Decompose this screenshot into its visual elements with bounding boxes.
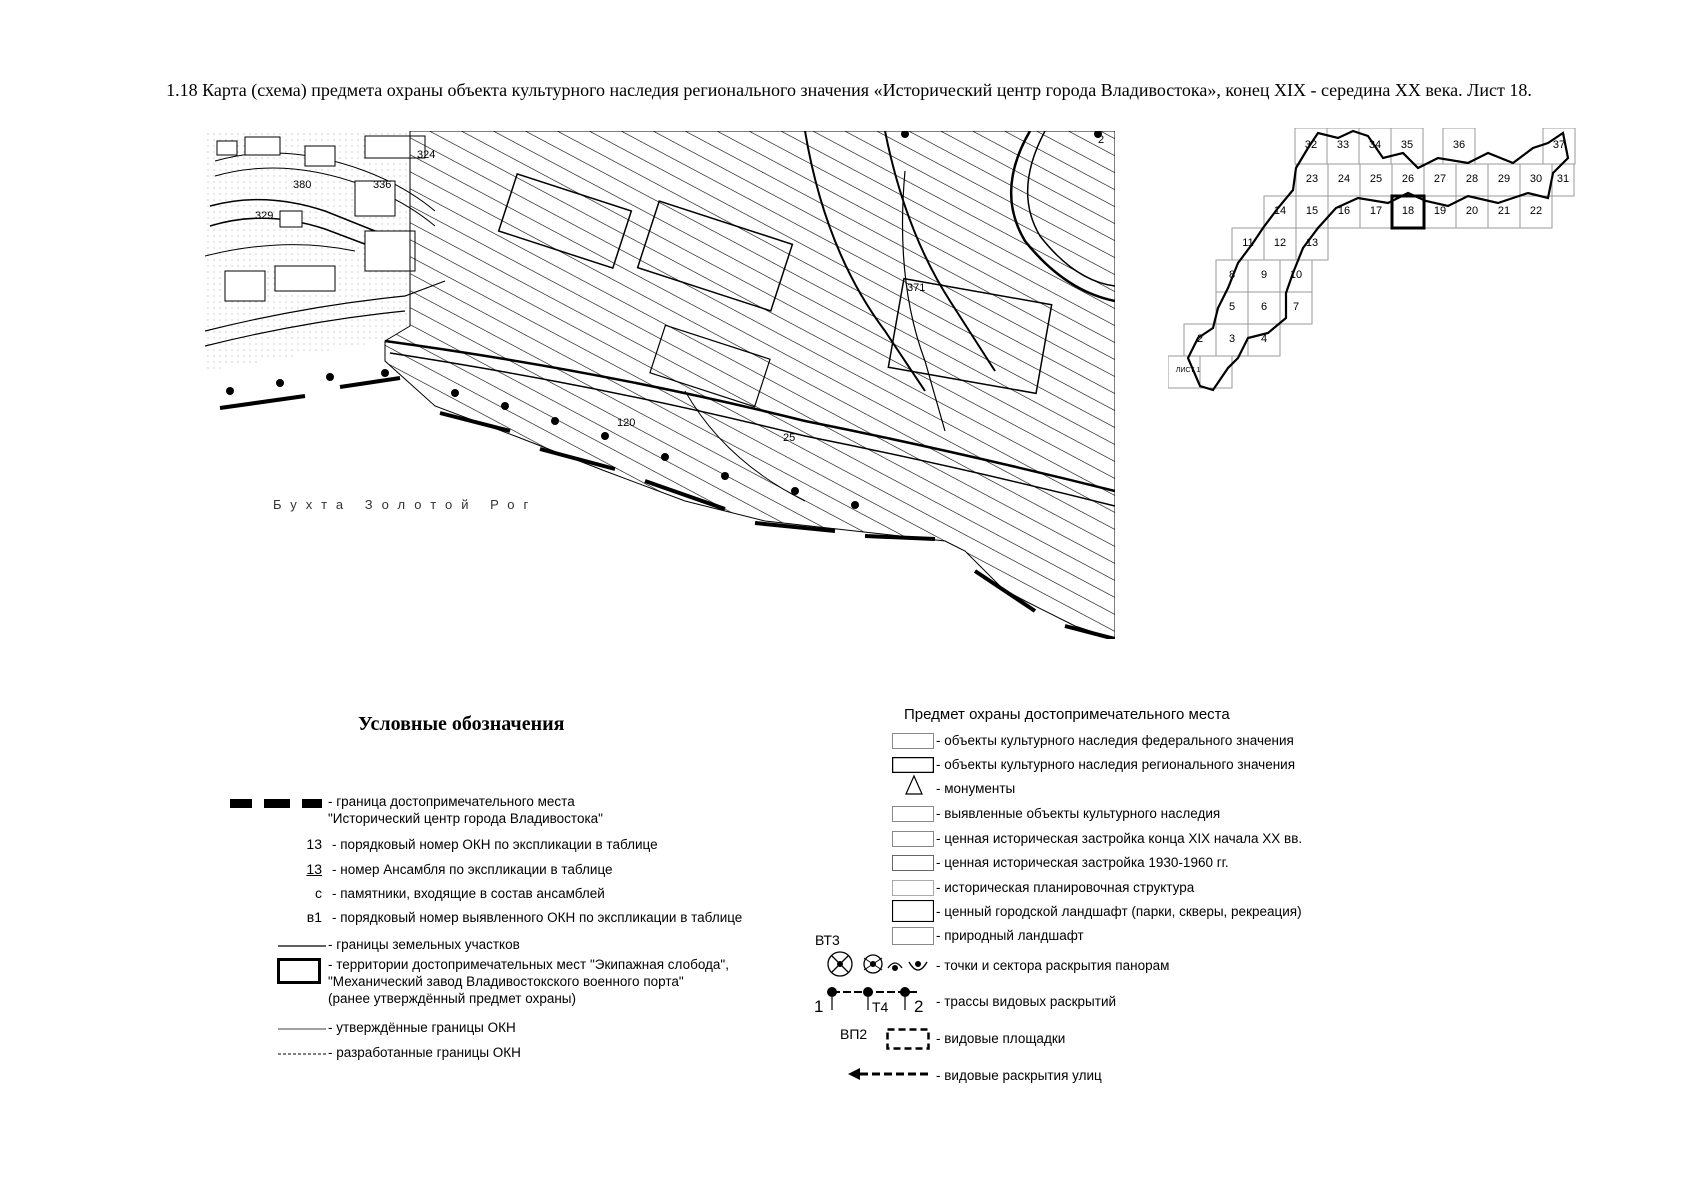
sheet-number: ЛИСТ 1: [1175, 367, 1201, 374]
regional-okn-swatch: [892, 757, 934, 773]
sheet-number: 5: [1228, 301, 1236, 313]
legend-urban-landscape: - ценный городской ландшафт (парки, скверы, рекреация): [936, 904, 1302, 919]
sheet-number: 8: [1228, 269, 1236, 281]
sheet-number: 34: [1368, 139, 1382, 151]
sheet-number: 15: [1305, 205, 1319, 217]
legend-code: в1: [306, 909, 322, 925]
legend-identified-okn: - выявленные объекты культурного наследия: [936, 806, 1221, 821]
legend-territories: - территории достопримечательных мест "Экипажная слобода", "Механический завод Владивостокского военного порта" (ранее утверждённый предмет охраны): [328, 957, 729, 1006]
vp-label: ВП2: [840, 1026, 868, 1042]
legend-code: 13: [306, 836, 322, 852]
sheet-number: 10: [1289, 269, 1303, 281]
legend-monuments: - монументы: [936, 781, 1016, 796]
sheet-number: 37: [1552, 139, 1566, 151]
sheet-number: 31: [1556, 173, 1570, 185]
corridor-mid-label: Т4: [872, 999, 889, 1015]
legend-code: с: [315, 885, 322, 901]
legend-federal-okn: - объекты культурного наследия федерального значения: [936, 733, 1294, 748]
parcel-line-symbol: [278, 944, 326, 948]
sheet-number: 26: [1401, 173, 1415, 185]
urban-landscape-swatch: [892, 900, 934, 922]
identified-okn-swatch: [892, 806, 934, 822]
sheet-number: 12: [1273, 237, 1287, 249]
sheet-number: 29: [1497, 173, 1511, 185]
planning-structure-swatch: [892, 880, 934, 896]
sheet-number: 17: [1369, 205, 1383, 217]
legend-street-views: - видовые раскрытия улиц: [936, 1068, 1102, 1083]
approved-border-symbol: [278, 1027, 326, 1031]
legend-historic-xix: - ценная историческая застройка конца XIX начала XX вв.: [936, 831, 1303, 846]
sheet-number: 13: [1305, 237, 1319, 249]
sheet-number: 9: [1260, 269, 1268, 281]
sheet-number: 28: [1465, 173, 1479, 185]
sheet-number: 11: [1242, 237, 1254, 249]
viewing-platform-icon: [886, 1028, 930, 1050]
sheet-number: 16: [1337, 205, 1351, 217]
sheet-number: 4: [1260, 333, 1268, 345]
legend-approved-borders: - утверждённые границы ОКН: [328, 1020, 516, 1035]
legend-identified-okn-number: - порядковый номер выявленного ОКН по экспликации в таблице: [332, 910, 743, 925]
boundary-symbol: [230, 797, 325, 809]
legend-planning-structure: - историческая планировочная структура: [936, 880, 1195, 895]
parcel-label: 25: [783, 432, 796, 444]
territory-frame-symbol: [277, 958, 321, 984]
sheet-number: 32: [1304, 139, 1318, 151]
developed-border-symbol: [278, 1052, 326, 1056]
hatched-territory: [385, 131, 1115, 639]
legend-title: Условные обозначения: [358, 713, 565, 735]
legend-ensemble-number: - номер Ансамбля по экспликации в таблице: [332, 862, 613, 877]
legend-developed-borders: - разработанные границы ОКН: [328, 1045, 521, 1060]
historic-1930-swatch: [892, 855, 934, 871]
natural-landscape-swatch: [892, 927, 934, 945]
sheet-number: 23: [1305, 173, 1319, 185]
historic-xix-swatch: [892, 831, 934, 847]
bt-label: ВТ3: [815, 932, 840, 948]
legend-historic-1930: - ценная историческая застройка 1930-1960 гг.: [936, 855, 1229, 870]
federal-okn-swatch: [892, 733, 934, 749]
legend-panorama-points: - точки и сектора раскрытия панорам: [936, 958, 1170, 973]
sheet-number: 21: [1497, 205, 1511, 217]
corridor-start-label: 1: [814, 997, 824, 1016]
panorama-point-icon: [823, 948, 933, 980]
legend-boundary: - граница достопримечательного места "Исторический центр города Владивостока": [328, 794, 603, 826]
sheet-number: 20: [1465, 205, 1479, 217]
legend-okn-number: - порядковый номер ОКН по экспликации в таблице: [332, 837, 658, 852]
index-map[interactable]: [1168, 128, 1578, 408]
parcel-label: 324: [417, 149, 436, 161]
legend-viewing-platforms: - видовые площадки: [936, 1031, 1066, 1046]
legend-view-corridors: - трассы видовых раскрытий: [936, 994, 1117, 1009]
sheet-number: 30: [1529, 173, 1543, 185]
legend-ensemble-monuments: - памятники, входящие в состав ансамблей: [332, 886, 605, 901]
sheet-number: 6: [1260, 301, 1268, 313]
legend-code: 13: [306, 861, 322, 877]
sheet-number: 7: [1292, 301, 1300, 313]
parcel-label: 336: [373, 179, 392, 191]
sheet-number: 3: [1228, 333, 1236, 345]
sheet-number: 36: [1452, 139, 1466, 151]
sheet-number: 35: [1400, 139, 1414, 151]
legend-natural-landscape: - природный ландшафт: [936, 928, 1084, 943]
sheet-number: 27: [1433, 173, 1447, 185]
bay-label: Бухта Золотой Рог: [273, 497, 538, 512]
street-view-arrow-icon: [846, 1066, 932, 1082]
sheet-number: 25: [1369, 173, 1383, 185]
sheet-number: 22: [1529, 205, 1543, 217]
parcel-label: 380: [293, 179, 312, 191]
parcel-label: 329: [255, 210, 274, 222]
legend-regional-okn: - объекты культурного наследия регионального значения: [936, 757, 1296, 772]
sheet-number: 33: [1336, 139, 1350, 151]
parcel-label: 120: [617, 417, 636, 429]
sheet-number: 24: [1337, 173, 1351, 185]
main-map[interactable]: [205, 131, 1115, 639]
parcel-label: 371: [907, 282, 926, 294]
sheet-number: 2: [1196, 333, 1204, 345]
parcel-label: 2: [1098, 134, 1105, 146]
sheet-number: 19: [1433, 205, 1447, 217]
legend-parcel-borders: - границы земельных участков: [328, 937, 520, 952]
sheet-number-current: 18: [1401, 205, 1415, 217]
sheet-number: 14: [1273, 205, 1287, 217]
legend-right-heading: Предмет охраны достопримечательного места: [904, 706, 1230, 723]
monument-triangle-icon: [904, 774, 924, 796]
sheet-title: 1.18 Карта (схема) предмета охраны объекта культурного наследия регионального значения «Исторический центр города Владивостока», конец XIX - середина XX века. Лист 18.: [166, 80, 1532, 100]
corridor-end-label: 2: [914, 997, 924, 1016]
